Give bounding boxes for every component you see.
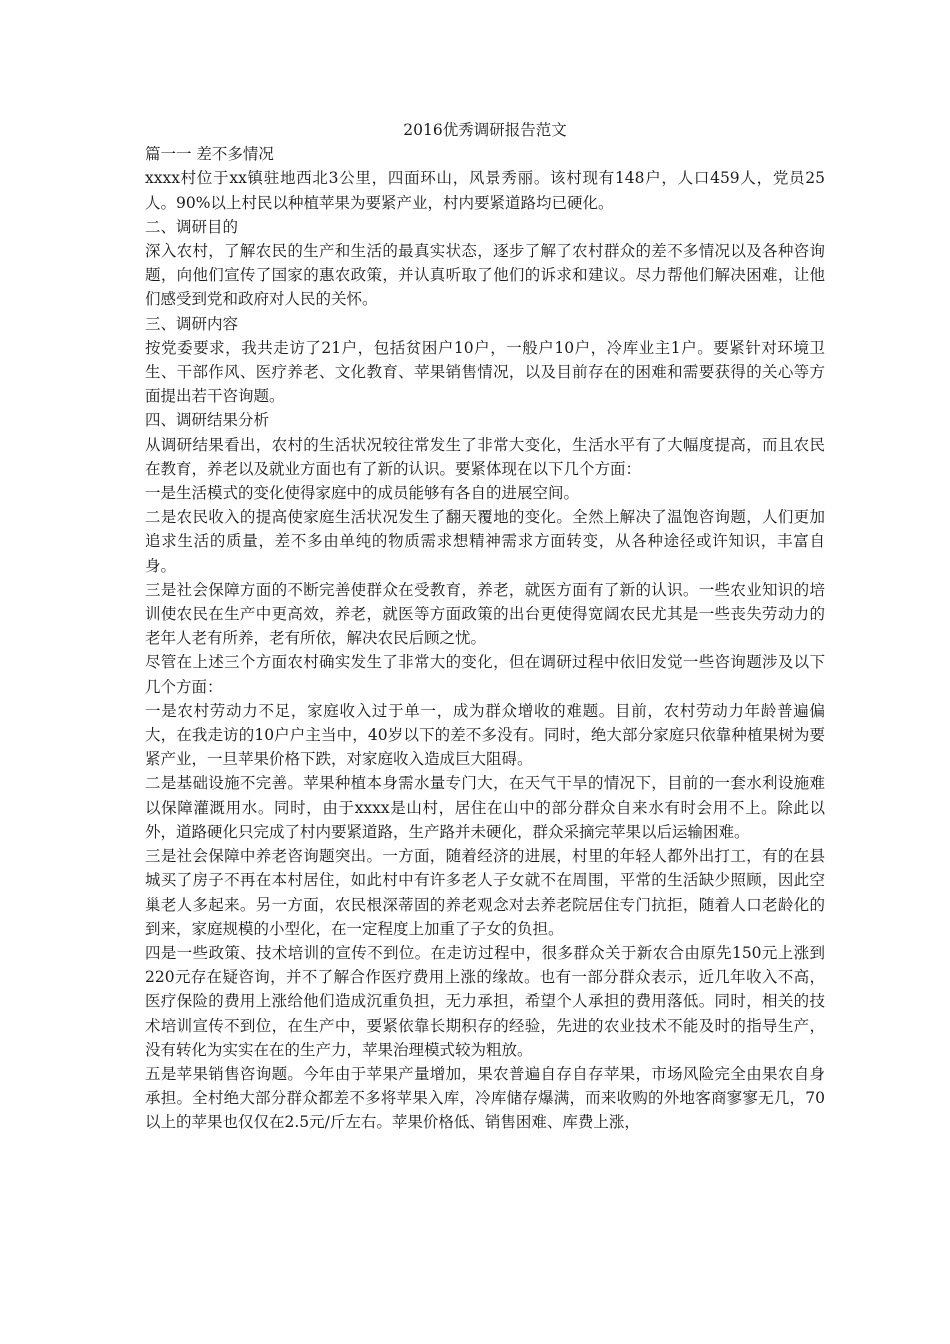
paragraph-problems-intro: 尽管在上述三个方面农村确实发生了非常大的变化，但在调研过程中依旧发觉一些咨询题涉及以下几个方面： bbox=[145, 653, 825, 696]
paragraph-research-content: 按党委要求，我共走访了21户，包括贫困户10户，一般户10户，冷库业主1户。要紧针对环境卫生、干部作风、医疗养老、文化教育、苹果销售情况，以及目前存在的困难和需要获得的关心等方面提出若干咨询题。 bbox=[145, 338, 825, 406]
heading-research-purpose: 二、调研目的 bbox=[145, 217, 239, 236]
paragraph-point-2: 二是农民收入的提高使家庭生活状况发生了翻天覆地的变化。全然上解决了温饱咨询题，人们更加追求生活的质量，差不多由单纯的物质需求想精神需求方面转变，从各种途径或许知识，丰富自身。 bbox=[145, 508, 825, 575]
heading-result-analysis: 四、调研结果分析 bbox=[145, 411, 270, 430]
document-body bbox=[145, 116, 825, 1135]
paragraph-problem-5: 五是苹果销售咨询题。今年由于苹果产量增加，果农普遍自存自存苹果，市场风险完全由果农自身承担。全村绝大部分群众都差不多将苹果入库，冷库储存爆满，而来收购的外地客商寥寥无几，70以上的苹果也仅仅在2.5元/斤左右。苹果价格低、销售困难、库费上涨， bbox=[145, 1064, 825, 1132]
paragraph-point-3: 三是社会保障方面的不断完善使群众在受教育，养老，就医方面有了新的认识。一些农业知识的培训使农民在生产中更高效，养老，就医等方面政策的出台更使得宽阔农民尤其是一些丧失劳动力的老年人老有所养，老有所依，解决农民后顾之忧。 bbox=[145, 580, 825, 648]
paragraph-village-overview: xxxx村位于xx镇驻地西北3公里，四面环山，风景秀丽。该村现有148户，人口459人，党员25人。90%以上村民以种植苹果为要紧产业，村内要紧道路均已硬化。 bbox=[145, 169, 825, 212]
heading-research-content: 三、调研内容 bbox=[145, 314, 239, 333]
document-title: 2016优秀调研报告范文 bbox=[403, 121, 567, 139]
paragraph-problem-4: 四是一些政策、技术培训的宣传不到位。在走访过程中，很多群众关于新农合由原先150元上涨到220元存在疑咨询，并不了解合作医疗费用上涨的缘故。也有一部分群众表示，近几年收入不高，医疗保险的费用上涨给他们造成沉重负担，无力承担，希望个人承担的费用落低。同时，相关的技术培训宣传不到位，在生产中，要紧依靠长期积存的经验，先进的农业技术不能及时的指导生产，没有转化为实实在在的生产力，苹果治理模式较为粗放。 bbox=[145, 943, 825, 1059]
paragraph-problem-1: 一是农村劳动力不足，家庭收入过于单一，成为群众增收的难题。目前，农村劳动力年龄普遍偏大，在我走访的10户户主当中，40岁以下的差不多没有。同时，绝大部分家庭只依靠种植果树为要紧产业，一旦苹果价格下跌，对家庭收入造成巨大阻碍。 bbox=[145, 701, 825, 769]
heading-basic-situation: 篇一一 差不多情况 bbox=[145, 145, 274, 164]
paragraph-problem-3: 三是社会保障中养老咨询题突出。一方面，随着经济的进展，村里的年轻人都外出打工，有的在县城买了房子不再在本村居住，如此村中有许多老人子女就不在周围，平常的生活缺少照顾，因此空巢老人多起来。另一方面，农民根深蒂固的养老观念对去养老院居住专门抗拒，随着人口老龄化的到来，家庭规模的小型化，在一定程度上加重了子女的负担。 bbox=[145, 847, 825, 938]
paragraph-problem-2: 二是基础设施不完善。苹果种植本身需水量专门大，在天气干旱的情况下，目前的一套水利设施难以保障灌溉用水。同时，由于xxxx是山村，居住在山中的部分群众自来水有时会用不上。除此以外，道路硬化只完成了村内要紧道路，生产路并未硬化，群众采摘完苹果以后运输困难。 bbox=[145, 774, 825, 841]
paragraph-research-purpose: 深入农村，了解农民的生产和生活的最真实状态，逐步了解了农村群众的差不多情况以及各种咨询题，向他们宣传了国家的惠农政策，并认真听取了他们的诉求和建议。尽力帮他们解决困难，让他们感受到党和政府对人民的关怀。 bbox=[145, 242, 825, 309]
paragraph-analysis-intro: 从调研结果看出，农村的生活状况较往常发生了非常大变化，生活水平有了大幅度提高，而且农民在教育，养老以及就业方面也有了新的认识。要紧体现在以下几个方面： bbox=[145, 435, 825, 478]
paragraph-point-1: 一是生活模式的变化使得家庭中的成员能够有各自的进展空间。 bbox=[145, 484, 580, 503]
